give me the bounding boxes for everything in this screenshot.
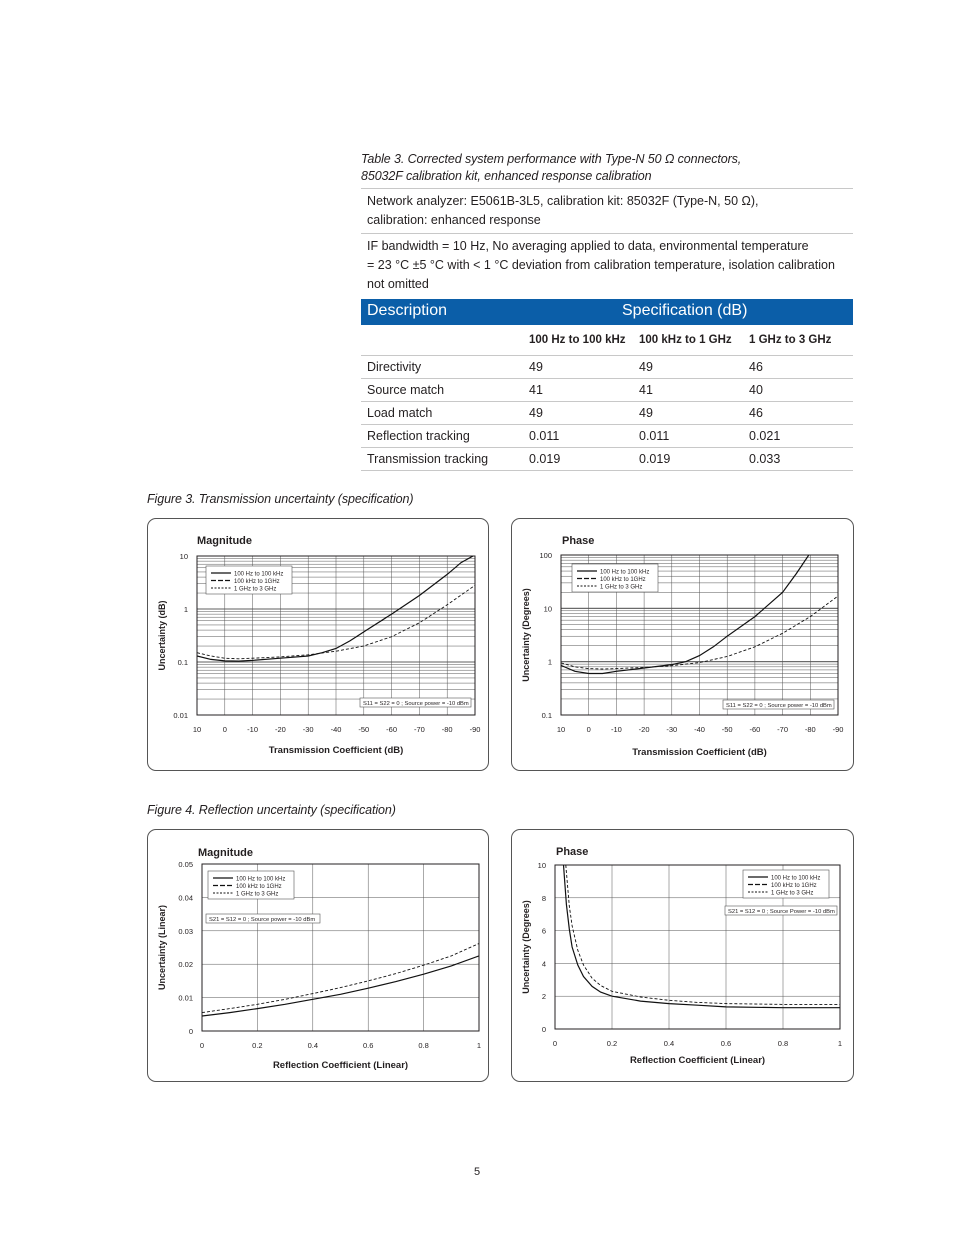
annotation-text: S11 = S22 = 0 ; Source power = -10 dBm [363,700,469,707]
x-tick-label: -20 [638,725,650,734]
x-tick-label: 1 [837,1039,843,1048]
x-tick-label: -60 [749,725,761,734]
legend [208,871,294,899]
legend-label: 1 GHz to 3 GHz [771,890,814,897]
chart-panel-reflection-magnitude [147,829,489,1082]
y-tick-label: 0 [541,1025,546,1034]
chart-title: Magnitude [197,535,252,547]
note-line: not omitted [367,277,429,291]
x-tick-label: -60 [386,725,398,734]
x-tick-label: 0.2 [252,1041,263,1050]
header-spec: Specification (dB) [622,302,748,319]
column-header: 100 kHz to 1 GHz [639,334,732,346]
x-tick-label: 0.4 [663,1039,675,1048]
legend-label: 100 kHz to 1GHz [771,882,817,889]
cell-value: 0.033 [749,452,781,466]
y-tick-label: 0.03 [178,926,193,936]
y-axis-label: Uncertainty (Degrees) [521,900,531,994]
cell-value: 46 [749,360,763,374]
y-axis-label: Uncertainty (dB) [157,600,167,671]
y-tick-label: 0.1 [541,711,552,720]
legend [206,566,292,594]
x-tick-label: 0.8 [418,1041,429,1050]
cell-value: 0.011 [639,429,670,443]
cell-value: 49 [529,360,543,374]
cell-value: 49 [529,406,543,420]
table-body [361,356,853,471]
cell-value: 49 [639,406,653,420]
y-tick-label: 0 [188,1027,193,1036]
y-tick-label: 1 [183,605,188,614]
y-tick-label: 0.01 [173,711,188,720]
cell-value: 0.021 [749,429,781,443]
x-tick-label: -10 [610,725,622,734]
x-tick-label: -40 [330,725,342,734]
x-axis-label: Transmission Coefficient (dB) [632,747,767,758]
cell-value: 41 [639,383,653,397]
legend-label: 100 Hz to 100 kHz [771,875,821,882]
x-tick-label: -50 [358,725,370,734]
series-line [202,944,479,1013]
page-number: 5 [473,1166,481,1178]
cell-value: 0.019 [529,452,561,466]
y-tick-label: 0.05 [178,860,193,869]
chart-title: Phase [562,535,595,547]
x-tick-label: 0.2 [606,1039,618,1048]
cell-value: 0.019 [639,452,671,466]
x-axis-label: Reflection Coefficient (Linear) [272,1060,409,1071]
y-tick-label: 0.02 [178,960,193,970]
y-tick-label: 10 [179,552,188,561]
chart-panel-transmission-magnitude [147,518,489,771]
x-tick-label: -20 [274,725,286,734]
cell-value: 46 [749,406,763,420]
cell-value: 41 [529,383,543,397]
chart-title: Magnitude [198,847,253,859]
x-axis-label: Reflection Coefficient (Linear) [629,1055,766,1066]
legend-label: 1 GHz to 3 GHz [600,584,643,591]
x-tick-label: -70 [413,725,425,734]
legend-label: 100 Hz to 100 kHz [234,571,284,578]
y-tick-label: 6 [541,926,546,936]
note-line: IF bandwidth = 10 Hz, No averaging applied to data, environmental temperature [367,239,809,253]
legend-label: 100 kHz to 1GHz [600,576,646,583]
table-row [361,402,853,425]
legend-label: 1 GHz to 3 GHz [236,891,279,898]
x-tick-label: -90 [469,725,481,734]
row-label: Transmission tracking [367,452,489,466]
series-line [202,956,479,1016]
x-tick-label: -90 [832,725,844,734]
y-tick-label: 10 [543,604,552,614]
chart-panel-transmission-phase [511,518,854,771]
column-header: 100 Hz to 100 kHz [529,334,626,346]
x-tick-label: 0 [552,1039,558,1048]
table-caption-line2: 85032F calibration kit, enhanced response calibration [361,169,652,183]
x-tick-label: -30 [302,725,314,734]
row-label: Load match [367,406,433,420]
cell-value: 40 [749,383,763,397]
chart-panel-reflection-phase [511,829,854,1082]
table-header [361,299,853,325]
table-caption-line1: Table 3. Corrected system performance with Type-N 50 Ω connectors, [361,152,742,166]
cell-value: 49 [639,360,653,374]
x-tick-label: -80 [441,725,453,734]
x-tick-label: 0.6 [720,1039,732,1048]
x-tick-label: -70 [777,725,789,734]
row-label: Source match [367,383,445,397]
table-caption [361,151,741,185]
legend-label: 100 Hz to 100 kHz [600,569,650,576]
x-tick-label: 0 [199,1041,205,1050]
x-axis-label: Transmission Coefficient (dB) [268,745,404,756]
header-description: Description [367,302,448,319]
x-tick-label: -40 [694,725,705,734]
row-label: Reflection tracking [367,429,470,443]
annotation-text: S21 = S12 = 0 ; Source Power = -10 dBm [728,908,835,915]
chart-reflection-magnitude [148,830,488,1081]
x-tick-label: -80 [804,725,816,734]
chart-transmission-phase [512,519,853,770]
x-tick-label: 10 [556,725,566,734]
legend-label: 100 kHz to 1GHz [236,883,282,890]
spec-table [361,188,853,471]
annotation-text: S21 = S12 = 0 ; Source power = -10 dBm [209,916,316,923]
chart-reflection-phase [512,830,853,1081]
cell-value: 0.011 [529,429,560,443]
y-tick-label: 1 [547,657,552,667]
x-tick-label: -30 [666,725,678,734]
table-row [361,379,853,402]
table-row [361,425,853,448]
legend-label: 1 GHz to 3 GHz [234,586,277,593]
chart-title: Phase [556,846,589,858]
legend-label: 100 Hz to 100 kHz [236,876,286,883]
table-subheader [361,325,853,356]
note-line: calibration: enhanced response [367,213,541,227]
y-tick-label: 0.1 [177,658,188,667]
note-line: Network analyzer: E5061B-3L5, calibration kit: 85032F (Type-N, 50 Ω), [367,194,759,208]
column-header: 1 GHz to 3 GHz [749,334,832,346]
y-tick-label: 0.04 [178,893,193,903]
x-tick-label: -50 [721,725,733,734]
x-tick-label: 0.6 [362,1041,374,1050]
legend [572,564,658,592]
legend-label: 100 kHz to 1GHz [234,578,280,585]
y-tick-label: 10 [537,861,546,870]
row-label: Directivity [367,360,422,374]
x-tick-label: 0 [586,725,591,734]
y-axis-label: Uncertainty (Degrees) [521,588,531,682]
table-row [361,356,853,379]
figure3-caption: Figure 3. Transmission uncertainty (specification) [147,492,414,506]
y-tick-label: 100 [539,551,552,560]
table-row [361,448,853,471]
y-axis-label: Uncertainty (Linear) [157,904,167,991]
annotation-text: S11 = S22 = 0 ; Source power = -10 dBm [726,702,832,709]
y-tick-label: 0.01 [178,993,193,1003]
x-tick-label: 1 [476,1041,482,1050]
table-note-analyzer [361,188,853,233]
chart-transmission-magnitude [148,519,488,770]
note-line: = 23 °C ±5 °C with < 1 °C deviation from calibration temperature, isolation calibration [367,258,835,272]
y-tick-label: 4 [541,959,546,969]
legend [743,870,829,898]
table-note-conditions [361,233,853,297]
figure4-caption: Figure 4. Reflection uncertainty (specification) [147,803,396,817]
y-tick-label: 2 [541,992,546,1002]
x-tick-label: -10 [247,725,259,734]
x-tick-label: 10 [192,725,202,734]
x-tick-label: 0.8 [777,1039,789,1048]
x-tick-label: 0.4 [307,1041,319,1050]
y-tick-label: 8 [541,893,546,903]
x-tick-label: 0 [222,725,227,734]
